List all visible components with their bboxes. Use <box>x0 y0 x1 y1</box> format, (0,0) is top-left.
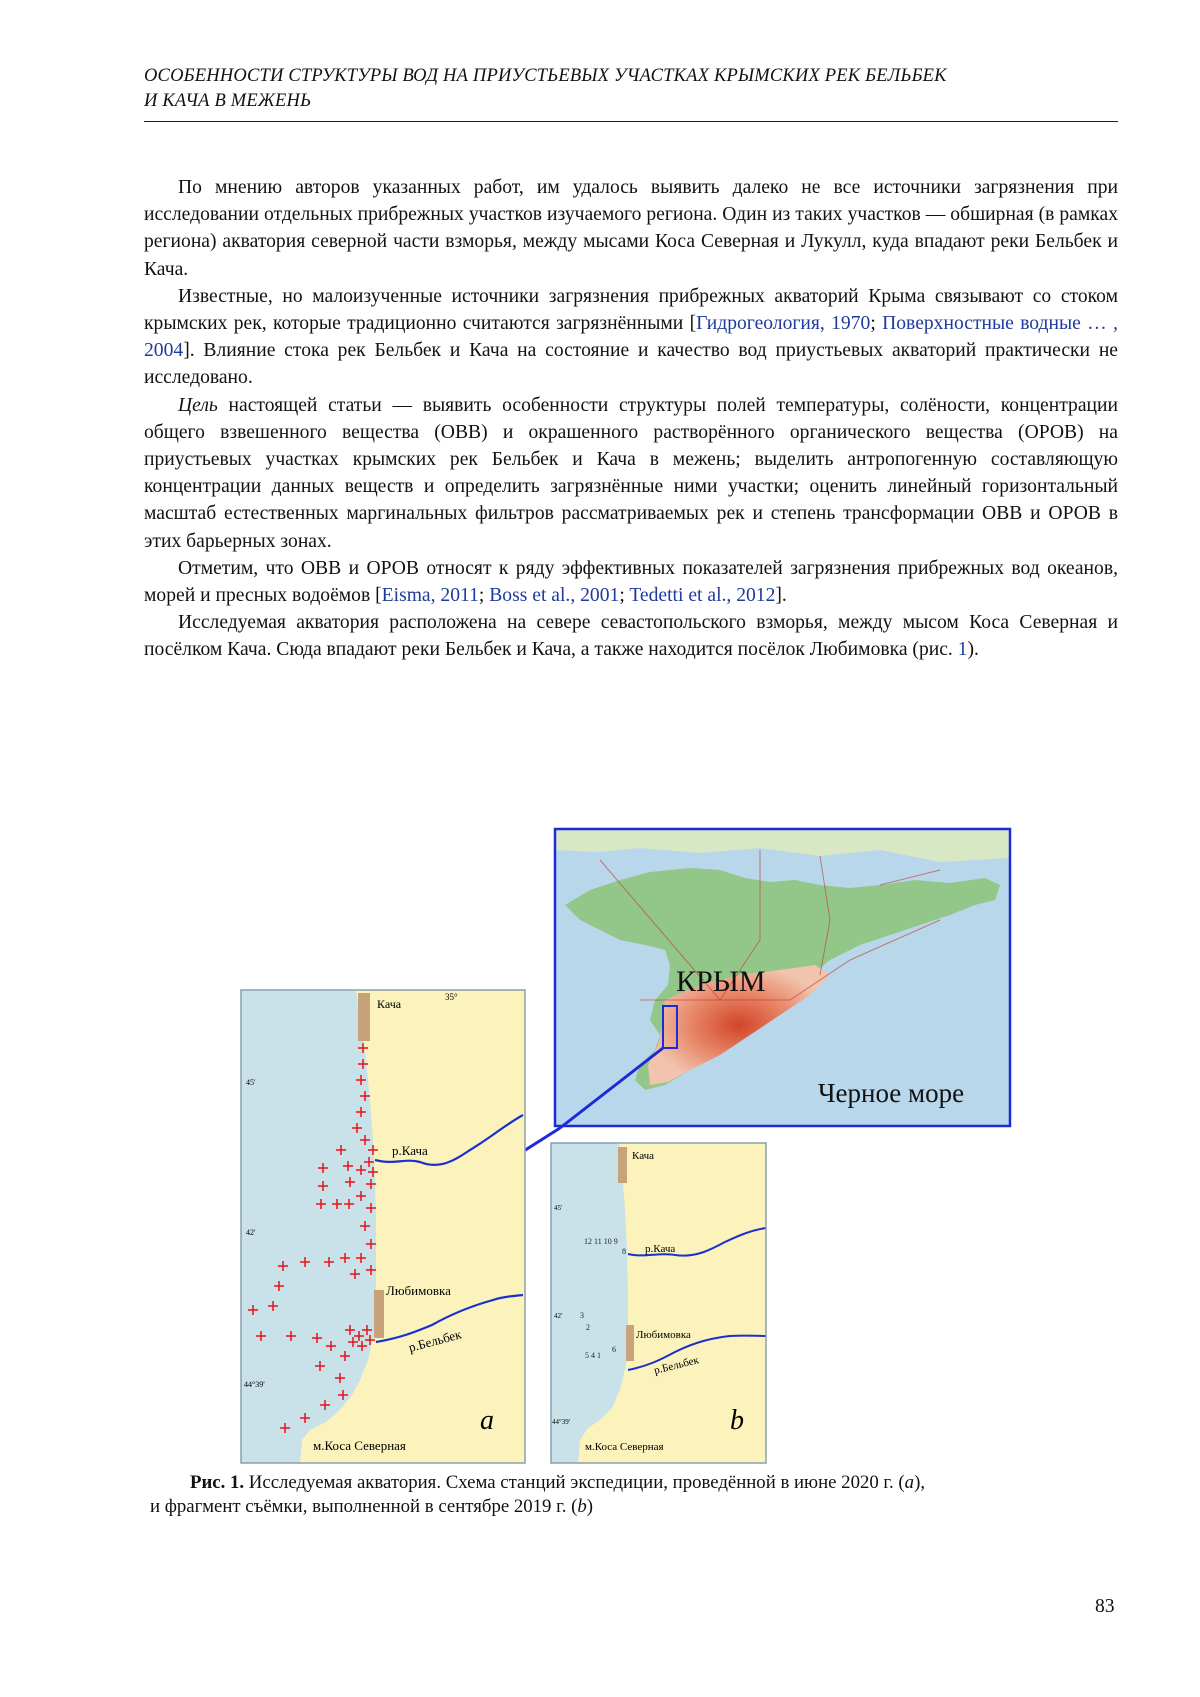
map-a-lat-39: 44°39' <box>244 1380 265 1389</box>
page-number: 83 <box>1095 1596 1115 1617</box>
map-b-label-river-kacha: р.Кача <box>645 1243 676 1255</box>
map-a-label-river-belbek: р.Бельбек <box>406 1326 463 1355</box>
paragraph-5 <box>144 609 1118 663</box>
map-b-label-river-belbek: р.Бельбек <box>652 1354 701 1377</box>
map-a-label-kacha: Кача <box>377 997 402 1011</box>
header-rule <box>144 121 1118 122</box>
map-b-station-2: 2 <box>586 1323 590 1332</box>
separator: ; <box>619 585 630 607</box>
caption-label: Рис. 1. <box>190 1472 245 1493</box>
map-b-label-kacha: Кача <box>632 1150 655 1162</box>
map-a-town-kacha-block <box>358 993 370 1041</box>
paragraph-2-text-a: Известные, но малоизученные источники загрязнения прибрежных акваторий Крыма связывают со стоком крымских рек, которые традиционно считаются загрязнёнными [ <box>144 285 1118 335</box>
figure-caption <box>150 1471 1120 1519</box>
paragraph-1: По мнению авторов указанных работ, им удалось выявить далеко не все источники загрязнения при исследовании отдельных прибрежных участков изучаемого региона. Один из таких участков — обширная (в рамках региона) акватория северной части взморья, между мысами Коса Северная и Лукулл, куда впадают реки Бельбек и Кача. <box>144 177 1118 280</box>
map-a-label-cape: м.Коса Северная <box>313 1438 406 1453</box>
map-a-label-lyubimovka: Любимовка <box>386 1283 451 1298</box>
caption-text-3: и фрагмент съёмки, выполненной в сентябре 2019 г. ( <box>150 1496 578 1517</box>
caption-panel-a: a <box>904 1472 915 1493</box>
map-a-lat-42: 42' <box>246 1228 256 1237</box>
map-b-station-6: 6 <box>612 1345 616 1354</box>
running-header <box>144 64 1118 114</box>
caption-line-2 <box>150 1495 1120 1519</box>
italic-term: Цель <box>178 394 218 416</box>
body-text <box>144 174 1118 664</box>
inset-crimea-map <box>555 829 1010 1126</box>
paragraph-3-text: настоящей статьи — выявить особенности структуры полей температуры, солёности, концентрации общего взвешенного вещества (ОВВ) и окрашенного растворённого органического вещества (ОРОВ) на приустьевых участках крымских рек Бельбек и Кача в межень; выделить антропогенную составляющую концентрации данных веществ и определить загрязнённые ними участки; оценить линейный горизонтальный масштаб естественных маргинальных фильтров рассматриваемых рек и степень трансформации ОВВ и ОРОВ в этих барьерных зонах. <box>144 394 1118 552</box>
map-b-panel-letter: b <box>730 1405 744 1436</box>
citation-link[interactable]: Boss et al., 2001 <box>489 585 620 607</box>
map-a <box>241 990 525 1463</box>
caption-text-1: Исследуемая акватория. Схема станций экспедиции, проведённой в июне 2020 г. ( <box>244 1472 905 1493</box>
map-a-label-river-kacha: р.Кача <box>392 1143 428 1158</box>
separator: ; <box>478 585 490 607</box>
caption-text-4: ) <box>586 1496 594 1517</box>
map-b-lat-45: 45' <box>554 1204 563 1212</box>
separator: ; <box>870 313 883 335</box>
running-header-line1: ОСОБЕННОСТИ СТРУКТУРЫ ВОД НА ПРИУСТЬЕВЫХ УЧАСТКАХ КРЫМСКИХ РЕК БЕЛЬБЕК <box>144 66 947 86</box>
citation-link[interactable]: Eisma, 2011 <box>381 585 479 607</box>
inset-label-black-sea: Черное море <box>818 1078 965 1108</box>
map-a-panel-letter: a <box>480 1405 494 1436</box>
paragraph-2 <box>144 283 1118 392</box>
caption-panel-b: b <box>577 1496 587 1517</box>
map-b-station-8: 8 <box>622 1247 626 1256</box>
citation-link[interactable]: Tedetti et al., 2012 <box>629 585 776 607</box>
caption-line-1 <box>150 1471 1120 1495</box>
map-b-label-cape: м.Коса Северная <box>585 1441 664 1453</box>
map-a-lon-tick: 35° <box>445 992 458 1002</box>
map-b-lat-39: 44°39' <box>552 1418 571 1426</box>
map-a-lat-45: 45' <box>246 1078 256 1087</box>
figure-reference-link[interactable]: 1 <box>957 639 968 661</box>
caption-text-2: ), <box>914 1472 926 1493</box>
paragraph-5-text-b: ). <box>967 639 979 661</box>
map-b-label-lyubimovka: Любимовка <box>636 1329 691 1341</box>
citation-link[interactable]: Поверхностные водные … , 2004 <box>144 313 1119 362</box>
running-header-line2: И КАЧА В МЕЖЕНЬ <box>144 91 312 111</box>
map-b-stations-lower: 5 4 1 <box>585 1351 601 1360</box>
map-b-lat-42: 42' <box>554 1312 563 1320</box>
paragraph-3 <box>144 392 1118 555</box>
map-b <box>551 1143 766 1463</box>
inset-label-crimea: КРЫМ <box>676 965 766 998</box>
paragraph-5-text-a: Исследуемая акватория расположена на севере севастопольского взморья, между мысом Коса Северная и посёлком Кача. Сюда впадают реки Бельбек и Кача, а также находится посёлок Любимовка (рис. <box>144 612 1118 661</box>
map-b-town-kacha-block <box>618 1147 627 1183</box>
paragraph-4-text-a: Отметим, что ОВВ и ОРОВ относят к ряду эффективных показателей загрязнения прибрежных вод океанов, морей и пресных водоёмов [ <box>144 557 1118 607</box>
citation-link[interactable]: Гидрогеология, 1970 <box>696 313 871 335</box>
map-b-stations-upper: 12 11 10 9 <box>584 1237 618 1246</box>
map-b-station-3: 3 <box>580 1311 584 1320</box>
paragraph-4-text-b: ]. <box>775 585 787 607</box>
map-a-town-lyubimovka-block <box>374 1290 384 1338</box>
paragraph-4 <box>144 555 1118 609</box>
map-b-town-lyubimovka-block <box>626 1325 634 1361</box>
paragraph-2-text-b: ]. Влияние стока рек Бельбек и Кача на состояние и качество вод приустьевых акваторий практически не исследовано. <box>144 340 1118 389</box>
